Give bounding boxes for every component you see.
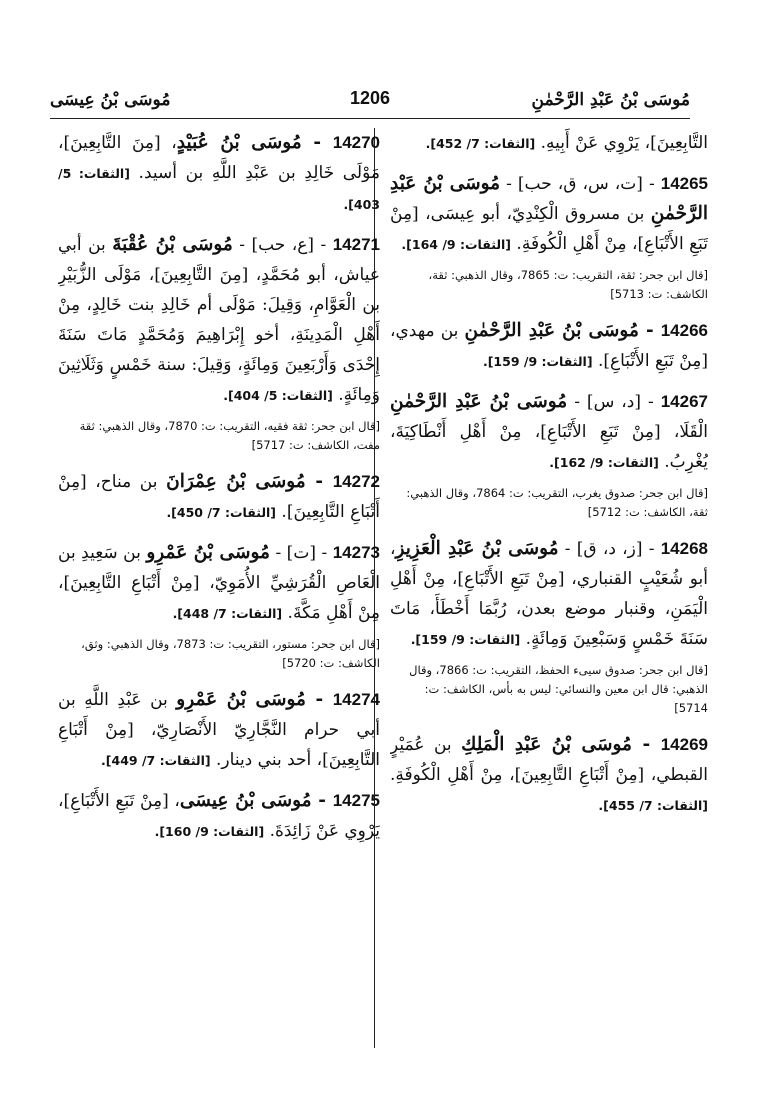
entry-number: 14268 bbox=[660, 539, 708, 558]
entry-14274 bbox=[58, 685, 380, 776]
entry-footnote: [قال ابن جحر: صدوق يغرب، التقريب: ت: 7864، وقال الذهبي: ثقة، الكاشف: ت: 5712] bbox=[406, 486, 708, 519]
entry-name: - مُوسَى بْنُ عِمْرَانَ bbox=[166, 471, 333, 492]
entry-number: 14275 bbox=[332, 791, 380, 810]
entry-14269 bbox=[390, 730, 708, 821]
right-column bbox=[390, 128, 708, 1088]
entry-text: ، أبو شُعَيْبٍ القنباري، [مِنْ تَبَعِ الأَتْبَاعِ]، مِنْ أَهْلِ الْيَمَنِ، وقنبار موضع بعدن، رُبَّمَا أَخْطَأَ، مَاتَ سَنَةَ خَمْسٍ وَسَبْعِينَ وَمِائَةٍ. bbox=[390, 539, 708, 649]
entry-footnote: [قال ابن جحر: صدوق سيىء الحفظ، التقريب: ت: 7866، وقال الذهبي: قال ابن معين والنسائي: ليس به بأس، الكاشف: ت: 5714] bbox=[409, 663, 708, 715]
entry-text: بن عَبْدِ اللَّهِ بن أبي حرام النَّجَّارِيّ الأَنْصَارِيّ، [مِنْ أَتْبَاعِ التَّابِعِينَ]، أحد بني دينار. bbox=[58, 690, 380, 770]
entry-number: 14266 bbox=[660, 321, 708, 340]
entry-name: - مُوسَى بْنُ عَبْدِ الْمَلِكِ bbox=[461, 734, 661, 755]
entry-number: 14271 bbox=[332, 235, 380, 254]
entry-citation: [الثقات: 7/ 449]. bbox=[101, 753, 211, 768]
entry-name: - مُوسَى بْنُ عَبْدِ الرَّحْمٰنِ bbox=[464, 320, 661, 341]
entry-text: بن عُمَيْرٍ القبطي، [مِنْ أَتْبَاعِ التَّابِعِينَ]، مِنْ أَهْلِ الْكُوفَةِ. bbox=[390, 735, 708, 785]
entry-number: 14265 bbox=[660, 174, 708, 193]
entry-codes: - [د، س] - bbox=[567, 392, 661, 412]
entry-14272 bbox=[58, 467, 380, 528]
entry-text: بن أبي عياش، أبو مُحَمَّدٍ، [مِنَ التَّابِعِينَ]، مَوْلَى الزُّبَيْرِ بن الْعَوَّامِ، وَقِيلَ: مَوْلَى أم خَالِدِ بنت خَالِدٍ، مِنْ أَهْلِ الْمَدِينَةِ، أخو إِبْرَاهِيمَ وَمُحَمَّدٍ مَاتَ سَنَةَ إِحْدَى وَأَرْبَعِينَ وَمِائَةٍ، وَقِيلَ: سنة خَمْسٍ وَثَلَاثِينَ وَمِائَةٍ. bbox=[58, 235, 380, 405]
entry-text: التَّابِعِينَ]، يَرْوِي عَنْ أَبِيهِ. bbox=[535, 133, 708, 153]
entry-footnote: [قال ابن جحر: ثقة فقيه، التقريب: ت: 7870، وقال الذهبي: ثقة مفت، الكاشف: ت: 5717] bbox=[79, 419, 380, 452]
entry-name: مُوسَى بْنُ عَبْدِ الرَّحْمٰنِ bbox=[390, 173, 708, 224]
entry-citation: [الثقات: 5/ 403]. bbox=[58, 166, 380, 212]
running-head-left: مُوسَى بْنُ عِيسَى bbox=[50, 90, 171, 110]
entry-14265 bbox=[390, 169, 708, 260]
entry-name: مُوسَى بْنُ عَبْدِ الرَّحْمٰنِ bbox=[390, 391, 568, 412]
entry-number: 14272 bbox=[332, 472, 380, 491]
entry-text: بن مهدي، [مِنْ تَبَعِ الأَتْبَاعِ]. bbox=[390, 321, 708, 371]
entry-14273 bbox=[58, 538, 380, 629]
entry-14268 bbox=[390, 534, 708, 655]
entry-name: مُوسَى بْنُ عُقْبَةَ bbox=[112, 234, 233, 255]
entry-number: 14274 bbox=[332, 690, 380, 709]
entry-codes: - [ت] - bbox=[269, 543, 333, 563]
entry-text: ، [مِنْ تَبَعِ الأَتْبَاعِ]، يَرْوِي عَنْ زَائِدَةَ. bbox=[58, 791, 380, 841]
entry-citation: [الثقات: 7/ 452]. bbox=[425, 136, 536, 151]
entry-text: ، [مِنَ التَّابِعِينَ]، مَوْلَى خَالِدِ بن عَبْدِ اللَّهِ بن أسيد. bbox=[58, 133, 380, 183]
entry-14271 bbox=[58, 230, 380, 411]
entry-codes: - [ز، د، ق] - bbox=[558, 539, 661, 559]
entry-14267 bbox=[390, 387, 708, 478]
entry-number: 14267 bbox=[660, 392, 708, 411]
entry-text: الْقَلَا، [مِنْ تَبَعِ الأَتْبَاعِ]، مِنْ أَهْلِ أَنْطَاكِيَةَ، يُغْرِبُ. bbox=[390, 422, 708, 472]
entry-name: مُوسَى بْنُ عَمْرِو bbox=[146, 542, 270, 563]
left-column bbox=[58, 128, 380, 1088]
entry-number: 14269 bbox=[660, 735, 708, 754]
entry-codes: - [ع، حب] - bbox=[232, 235, 333, 255]
entry-citation: [الثقات: 9/ 164]. bbox=[401, 237, 512, 252]
entry-citation: [الثقات: 9/ 159]. bbox=[410, 632, 521, 647]
entry-text: بن مناح، [مِنْ أَتْبَاعِ التَّابِعِينَ]. bbox=[58, 472, 380, 522]
page-number: 1206 bbox=[349, 88, 391, 108]
entry-name: - مُوسَى بْنُ عُبَيْدٍ bbox=[176, 132, 333, 153]
entry-citation: [الثقات: 7/ 455]. bbox=[598, 798, 708, 813]
entry-14275 bbox=[58, 786, 380, 847]
page-header bbox=[50, 88, 690, 119]
entry-footnote: [قال ابن جحر: ثقة، التقريب: ت: 7865، وقال الذهبي: ثقة، الكاشف: ت: 5713] bbox=[428, 268, 708, 301]
entry-name: - مُوسَى بْنُ عِيسَى bbox=[179, 790, 333, 811]
entry-text: بن مسروق الْكِنْدِيّ، أبو عِيسَى، [مِنْ تَبَعِ الأَتْبَاعِ]، مِنْ أَهْلِ الْكُوفَةِ. bbox=[390, 204, 708, 254]
entry-14270 bbox=[58, 128, 380, 220]
entry-name: - مُوسَى بْنُ عَمْرِو bbox=[176, 689, 333, 710]
entry-number: 14273 bbox=[332, 543, 380, 562]
entry-citation: [الثقات: 7/ 450]. bbox=[166, 505, 277, 520]
entry-citation: [الثقات: 9/ 159]. bbox=[482, 354, 593, 369]
entry-number: 14270 bbox=[332, 133, 380, 152]
entry-citation: [الثقات: 7/ 448]. bbox=[172, 606, 283, 621]
entry-citation: [الثقات: 9/ 162]. bbox=[549, 455, 659, 470]
running-head-right: مُوسَى بْنُ عَبْدِ الرَّحْمٰنِ bbox=[531, 90, 690, 110]
entry-14266 bbox=[390, 316, 708, 377]
entry-name: مُوسَى بْنُ عَبْدِ الْعَزِيزِ bbox=[395, 538, 559, 559]
entry-footnote: [قال ابن جحر: مستور، التقريب: ت: 7873، وقال الذهبي: وثق، الكاشف: ت: 5720] bbox=[81, 637, 380, 670]
entry-citation: [الثقات: 5/ 404]. bbox=[223, 388, 333, 403]
entry-continued bbox=[390, 128, 708, 159]
entry-citation: [الثقات: 9/ 160]. bbox=[154, 824, 265, 839]
entry-codes: - [ت، س، ق، حب] - bbox=[500, 174, 661, 194]
entry-text: بن سَعِيدِ بن الْعَاصِ الْقُرَشِيِّ الأُمَوِيّ، [مِنْ أَتْبَاعِ التَّابِعِينَ]، مِنْ أَهْلِ مَكَّةَ. bbox=[58, 543, 380, 623]
